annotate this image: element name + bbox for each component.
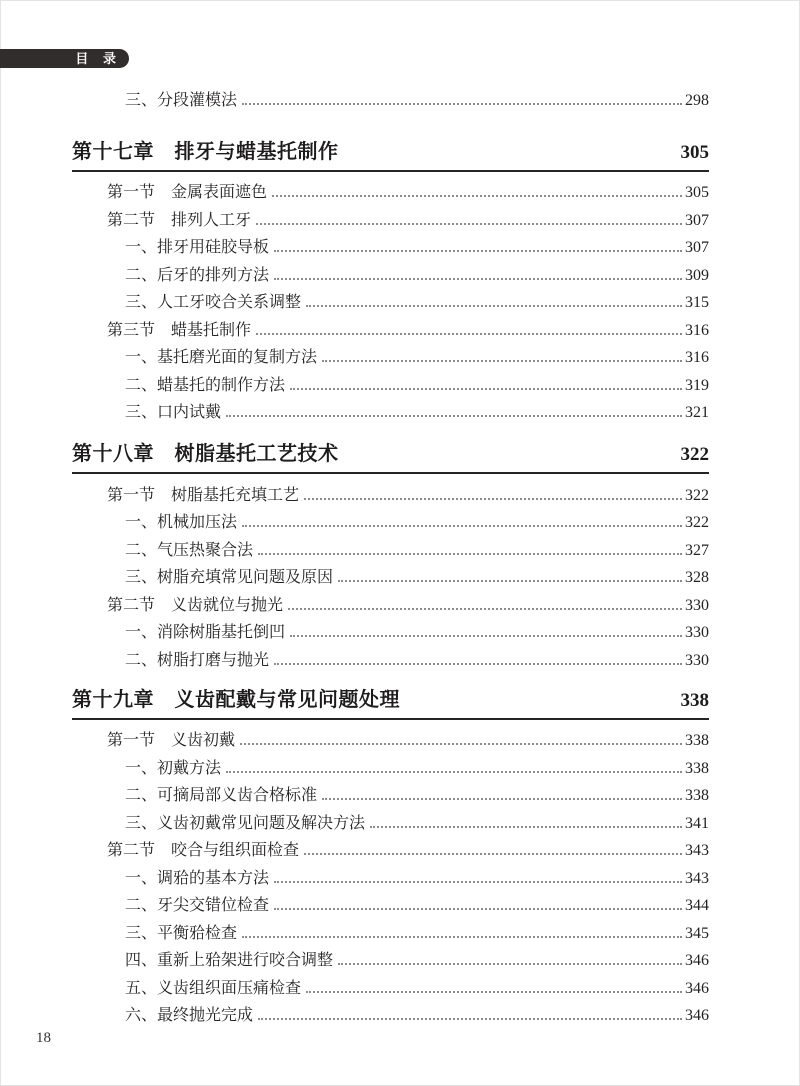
chapter-heading: [72, 139, 709, 172]
dot-leader: [290, 388, 682, 390]
entry-label: 二、牙尖交错位检查: [125, 897, 270, 914]
chapter-title: 第十九章 义齿配戴与常见问题处理: [72, 688, 400, 711]
entry-label: 一、调𬌗的基本方法: [125, 869, 270, 887]
toc-entry: [107, 591, 709, 619]
entry-label: 第一节 树脂基托充填工艺: [107, 486, 300, 504]
entry-label: 第二节 咬合与组织面检查: [107, 842, 300, 859]
entry-page-number: 330: [685, 624, 709, 641]
dot-leader: [290, 635, 682, 637]
entry-label: 第一节 金属表面遮色: [107, 184, 268, 201]
toc-entry: [125, 892, 709, 920]
entry-label: 三、平衡𬌗检查: [125, 924, 238, 942]
toc-entry: [125, 782, 709, 810]
entry-page-number: 346: [685, 979, 709, 997]
toc-entry: [125, 564, 709, 592]
entry-page-number: 330: [685, 651, 709, 669]
entry-page-number: 298: [685, 91, 709, 109]
entry-page-number: 307: [685, 239, 709, 256]
toc-entry: [125, 234, 709, 262]
entry-page-number: 338: [685, 787, 709, 804]
header-badge: [0, 49, 129, 68]
dot-leader: [370, 826, 682, 828]
toc-entry: [107, 206, 709, 234]
entry-page-number: 327: [685, 541, 709, 559]
toc-entry: [125, 864, 709, 892]
dot-leader: [274, 881, 682, 883]
entry-page-number: 338: [685, 732, 709, 749]
dot-leader: [338, 580, 682, 582]
entry-label: 二、气压热聚合法: [125, 541, 254, 559]
dot-leader: [272, 195, 682, 197]
entry-label: 二、可摘局部义齿合格标准: [125, 787, 318, 804]
entry-label: 一、机械加压法: [125, 514, 238, 531]
dot-leader: [226, 415, 682, 417]
toc-entry: [125, 974, 709, 1002]
entry-page-number: 346: [685, 1007, 709, 1024]
toc-entry: [107, 481, 709, 509]
dot-leader: [338, 963, 682, 965]
dot-leader: [274, 278, 682, 280]
toc-entry: [125, 754, 709, 782]
entry-label: 四、重新上𬌗架进行咬合调整: [125, 952, 334, 969]
entry-label: 二、蜡基托的制作方法: [125, 376, 286, 394]
toc-list: [72, 86, 709, 1029]
entry-label: 六、最终抛光完成: [125, 1007, 254, 1024]
entry-label: 一、基托磨光面的复制方法: [125, 349, 318, 366]
dot-leader: [304, 498, 682, 500]
entry-page-number: 343: [685, 869, 709, 887]
chapter-page-number: 322: [680, 444, 709, 465]
dot-leader: [274, 250, 682, 252]
entry-label: 一、排牙用硅胶导板: [125, 239, 270, 256]
entry-label: 二、后牙的排列方法: [125, 266, 270, 284]
entry-page-number: 309: [685, 266, 709, 284]
chapter-title: 第十七章 排牙与蜡基托制作: [72, 140, 339, 163]
chapter-page-number: 338: [680, 689, 709, 711]
entry-label: 一、消除树脂基托倒凹: [125, 624, 286, 641]
chapter-page-number: 305: [680, 141, 709, 163]
entry-page-number: 322: [685, 486, 709, 504]
chapter-heading: [72, 687, 709, 720]
entry-page-number: 338: [685, 759, 709, 777]
dot-leader: [288, 608, 682, 610]
dot-leader: [240, 743, 682, 745]
dot-leader: [304, 853, 682, 855]
entry-label: 三、分段灌模法: [125, 91, 238, 109]
entry-page-number: 330: [685, 596, 709, 614]
chapter-heading: [72, 441, 709, 474]
header-badge-label: 目 录: [75, 51, 117, 66]
toc-entry: [125, 919, 709, 947]
toc-entry: [125, 344, 709, 372]
entry-label: 一、初戴方法: [125, 759, 222, 777]
entry-label: 第二节 排列人工牙: [107, 211, 252, 229]
entry-page-number: 316: [685, 349, 709, 366]
dot-leader: [258, 1018, 682, 1020]
dot-leader: [322, 798, 682, 800]
entry-label: 第三节 蜡基托制作: [107, 321, 252, 339]
toc-entry: [107, 727, 709, 755]
entry-label: 第一节 义齿初戴: [107, 732, 236, 749]
toc-entry: [107, 316, 709, 344]
dot-leader: [242, 103, 682, 105]
entry-page-number: 316: [685, 321, 709, 339]
dot-leader: [258, 553, 682, 555]
entry-page-number: 341: [685, 814, 709, 832]
dot-leader: [242, 936, 682, 938]
toc-entry: [125, 399, 709, 427]
page-folio-number: 18: [36, 1030, 51, 1046]
toc-entry: [125, 809, 709, 837]
dot-leader: [306, 991, 682, 993]
dot-leader: [256, 223, 682, 225]
entry-page-number: 307: [685, 211, 709, 229]
toc-entry: [107, 837, 709, 865]
entry-label: 五、义齿组织面压痛检查: [125, 979, 302, 997]
dot-leader: [274, 663, 682, 665]
toc-entry: [125, 289, 709, 317]
entry-page-number: 344: [685, 897, 709, 914]
entry-label: 二、树脂打磨与抛光: [125, 651, 270, 669]
chapter-title: 第十八章 树脂基托工艺技术: [72, 443, 339, 465]
toc-entry: [107, 179, 709, 207]
entry-page-number: 322: [685, 514, 709, 531]
toc-entry: [125, 86, 709, 114]
dot-leader: [274, 908, 682, 910]
entry-label: 第二节 义齿就位与抛光: [107, 596, 284, 614]
toc-entry: [125, 261, 709, 289]
dot-leader: [226, 771, 682, 773]
dot-leader: [256, 333, 682, 335]
entry-label: 三、树脂充填常见问题及原因: [125, 569, 334, 586]
entry-page-number: 315: [685, 294, 709, 311]
toc-entry: [125, 1002, 709, 1030]
entry-page-number: 343: [685, 842, 709, 859]
entry-label: 三、口内试戴: [125, 404, 222, 421]
entry-page-number: 346: [685, 952, 709, 969]
entry-page-number: 328: [685, 569, 709, 586]
dot-leader: [242, 525, 682, 527]
toc-entry: [125, 646, 709, 674]
toc-entry: [125, 509, 709, 537]
entry-page-number: 319: [685, 376, 709, 394]
dot-leader: [322, 360, 682, 362]
toc-entry: [125, 619, 709, 647]
entry-page-number: 305: [685, 184, 709, 201]
entry-page-number: 321: [685, 404, 709, 421]
entry-label: 三、义齿初戴常见问题及解决方法: [125, 814, 366, 832]
toc-entry: [125, 947, 709, 975]
entry-label: 三、人工牙咬合关系调整: [125, 294, 302, 311]
entry-page-number: 345: [685, 924, 709, 942]
toc-entry: [125, 536, 709, 564]
dot-leader: [306, 305, 682, 307]
toc-entry: [125, 371, 709, 399]
